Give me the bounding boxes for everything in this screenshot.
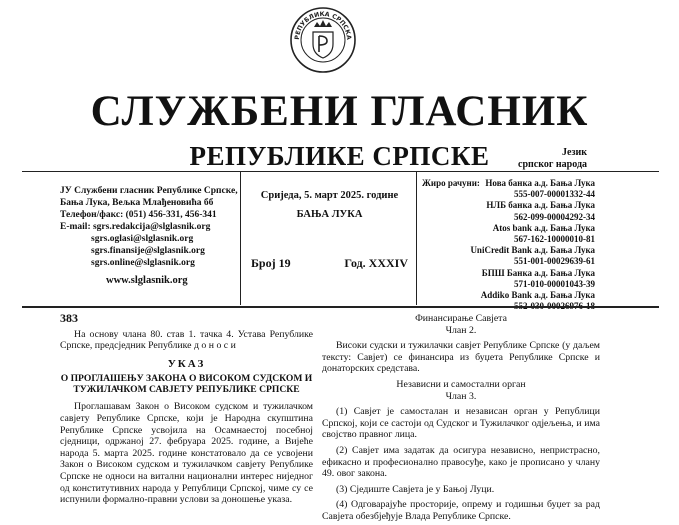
- bank-name: БПШ Банка а.д. Бања Лука: [481, 267, 595, 278]
- email-link[interactable]: sgrs.finansije@slglasnik.org: [91, 246, 205, 256]
- language-line-2: српског народа: [518, 159, 587, 170]
- article-paragraph: (1) Савјет је самосталан и независан орган у Републици Српској, који се састоји од Судског и Тужилачког одјељења, и има својство правног лица.: [322, 406, 600, 441]
- publisher-line: Телефон/факс: (051) 456-331, 456-341: [60, 210, 217, 220]
- language-note: [518, 147, 587, 171]
- issue-city: БАЊА ЛУКА: [296, 209, 363, 220]
- bank-name: UniCredit Bank а.д. Бања Лука: [470, 245, 595, 256]
- article-number: Члан 2.: [445, 324, 477, 336]
- website-link[interactable]: www.slglasnik.org: [106, 275, 188, 286]
- bank-accounts: [422, 178, 595, 312]
- email-list: [60, 233, 238, 269]
- issue-number: Број 19: [251, 256, 291, 270]
- article-paragraph: (3) Сједиште Савјета је у Бањој Луци.: [336, 483, 495, 495]
- divider-left: [240, 172, 241, 305]
- bank-name: Atos bank а.д. Бања Лука: [492, 222, 595, 233]
- act-number: 383: [60, 311, 78, 325]
- publisher-info: [60, 185, 238, 287]
- issue-year: Год. XXXIV: [344, 256, 408, 270]
- bank-account-number: 571-010-00001043-39: [514, 278, 595, 289]
- decree-heading: УКАЗ: [167, 357, 206, 370]
- email-link[interactable]: sgrs.online@slglasnik.org: [91, 258, 195, 268]
- gazette-title: СЛУЖБЕНИ ГЛАСНИК: [90, 88, 589, 135]
- section-heading: Финансирање Савјета: [415, 313, 507, 324]
- bank-account-number: 551-001-00029639-61: [514, 256, 595, 267]
- gazette-subtitle: РЕПУБЛИКЕ СРПСКЕ: [189, 141, 490, 171]
- bank-name: Нова банка а.д. Бања Лука: [485, 178, 595, 188]
- decree-title: О ПРОГЛАШЕЊУ ЗАКОНА О ВИСОКОМ СУДСКОМ И ТУЖИЛАЧКОМ САВЈЕТУ РЕПУБЛИКЕ СРПСКЕ: [60, 373, 313, 396]
- bank-name: НЛБ банка а.д. Бања Лука: [486, 200, 595, 211]
- bank-account-number: 567-162-10000010-81: [514, 234, 595, 245]
- bank-account-number: 555-007-00001332-44: [514, 189, 595, 200]
- language-line-1: Језик: [562, 147, 587, 158]
- publisher-line: Бања Лука, Вељка Млађеновића бб: [60, 198, 214, 208]
- bank-row: [422, 178, 595, 189]
- issue-info: [251, 190, 408, 270]
- bank-account-number: 552-030-00026976-18: [514, 301, 595, 312]
- decree-body: Проглашавам Закон о Високом судском и тужилачком савјету Републике Српске, који је Народна скупштина Републике Српске усвојила на Осамнаестој посебној сједници, одржаној 27. фебруара 2025. године, а Вијеће народа 5. марта 2025. године констатовало да се усвојени Закон о Високом судском и тужилачком савјету Републике Српске не односи на витални национални интерес ниједног од конститутивних народа у Републици Српској, чиме су се испунили формално-правни услови за доношење указа.: [60, 401, 313, 506]
- divider-right: [416, 172, 417, 305]
- seal-text: РЕПУБЛИКА СРПСКА: [293, 10, 353, 41]
- issue-number-row: [251, 256, 408, 271]
- article-paragraph: (2) Савјет има задатак да осигура независно, непристрасно, ефикасно и професионално правосуђе, како је прописано у члану 49. овог закона.: [322, 444, 600, 480]
- email-link[interactable]: sgrs.oglasi@slglasnik.org: [91, 234, 194, 244]
- header-rule-top: [22, 171, 659, 172]
- article-paragraph: (4) Одговарајуће просторије, опрему и годишњи буџет за рад Савјета обезбјеђује Влада Републике Српске.: [322, 499, 600, 522]
- article-paragraph: Високи судски и тужилачки савјет Републике Српске (у даљем тексту: Савјет) се финансира из буџета Републике Српске и донаторских средстава.: [322, 340, 600, 375]
- publisher-line: E-mail: sgrs.redakcija@slglasnik.org: [60, 222, 211, 232]
- header-rule-bottom: [22, 306, 659, 308]
- bank-account-number: 562-099-00004292-34: [514, 211, 595, 222]
- publisher-line: ЈУ Службени гласник Републике Српске,: [60, 186, 238, 196]
- left-column: [60, 313, 313, 508]
- article-number: Члан 3.: [445, 390, 477, 402]
- right-column: [322, 313, 600, 525]
- issue-date: Сриједа, 5. март 2025. године: [260, 190, 399, 201]
- coat-of-arms-seal: [289, 6, 357, 74]
- bank-name: Addiko Bank а.д. Бања Лука: [480, 290, 595, 301]
- intro-paragraph: На основу члана 80. став 1. тачка 4. Устава Републике Српске, предсједник Републике д о н о с и: [60, 328, 313, 352]
- bank-label: Жиро рачуни:: [422, 178, 480, 188]
- section-heading: Независни и самостални орган: [396, 378, 526, 390]
